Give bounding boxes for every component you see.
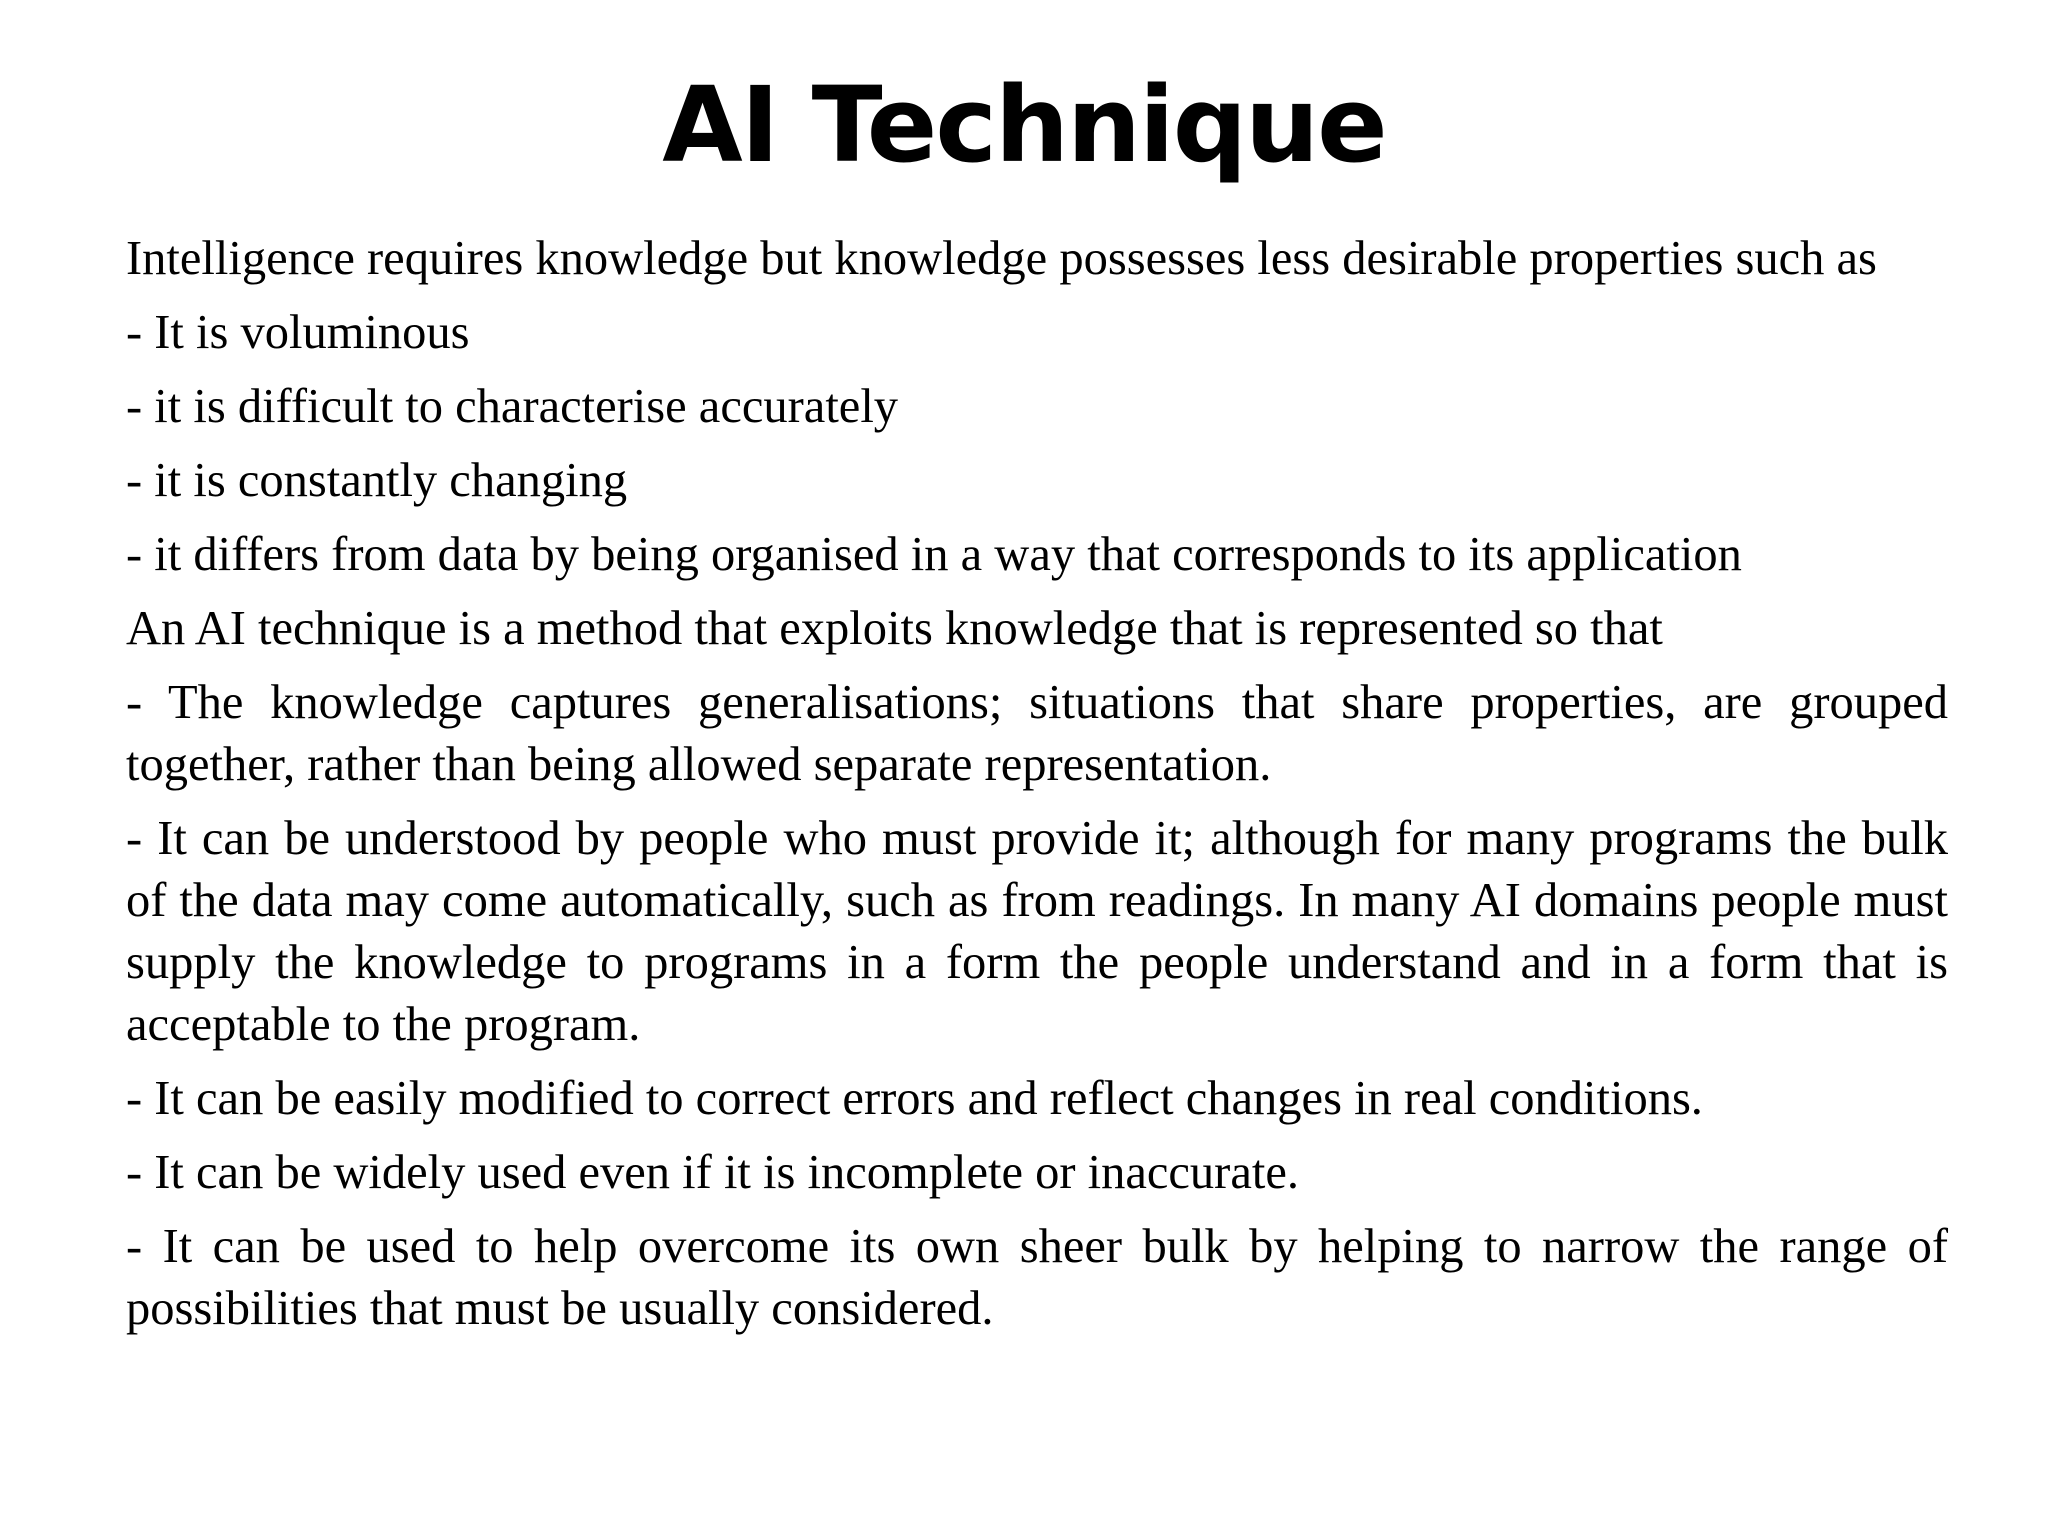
slide-title: AI Technique: [662, 64, 1386, 186]
bullet-understood: - It can be understood by people who must provide it; although for many programs the bulk of the data may come automatically, such as from readings. In many AI domains people must supply the knowledge to programs in a form the people understand and in a form that is acceptable to the program.: [126, 812, 1948, 1051]
bullet-modified: - It can be easily modified to correct errors and reflect changes in real conditions.: [126, 1072, 1703, 1125]
bullet-changing: - it is constantly changing: [126, 454, 628, 507]
bullet-widely-used: - It can be widely used even if it is incomplete or inaccurate.: [126, 1146, 1299, 1199]
paragraph-intro: Intelligence requires knowledge but knowledge possesses less desirable properties such as: [126, 232, 1877, 285]
slide-body: [126, 228, 1948, 1352]
bullet-narrow-range: - It can be used to help overcome its own sheer bulk by helping to narrow the range of possibilities that must be usually considered.: [126, 1220, 1948, 1335]
paragraph-definition: An AI technique is a method that exploits knowledge that is represented so that: [126, 602, 1663, 655]
bullet-generalisations: - The knowledge captures generalisations; situations that share properties, are grouped together, rather than being allowed separate representation.: [126, 676, 1948, 791]
bullet-voluminous: - It is voluminous: [126, 306, 470, 359]
bullet-difficult: - it is difficult to characterise accurately: [126, 380, 899, 433]
bullet-organised: - it differs from data by being organised in a way that corresponds to its application: [126, 528, 1742, 581]
